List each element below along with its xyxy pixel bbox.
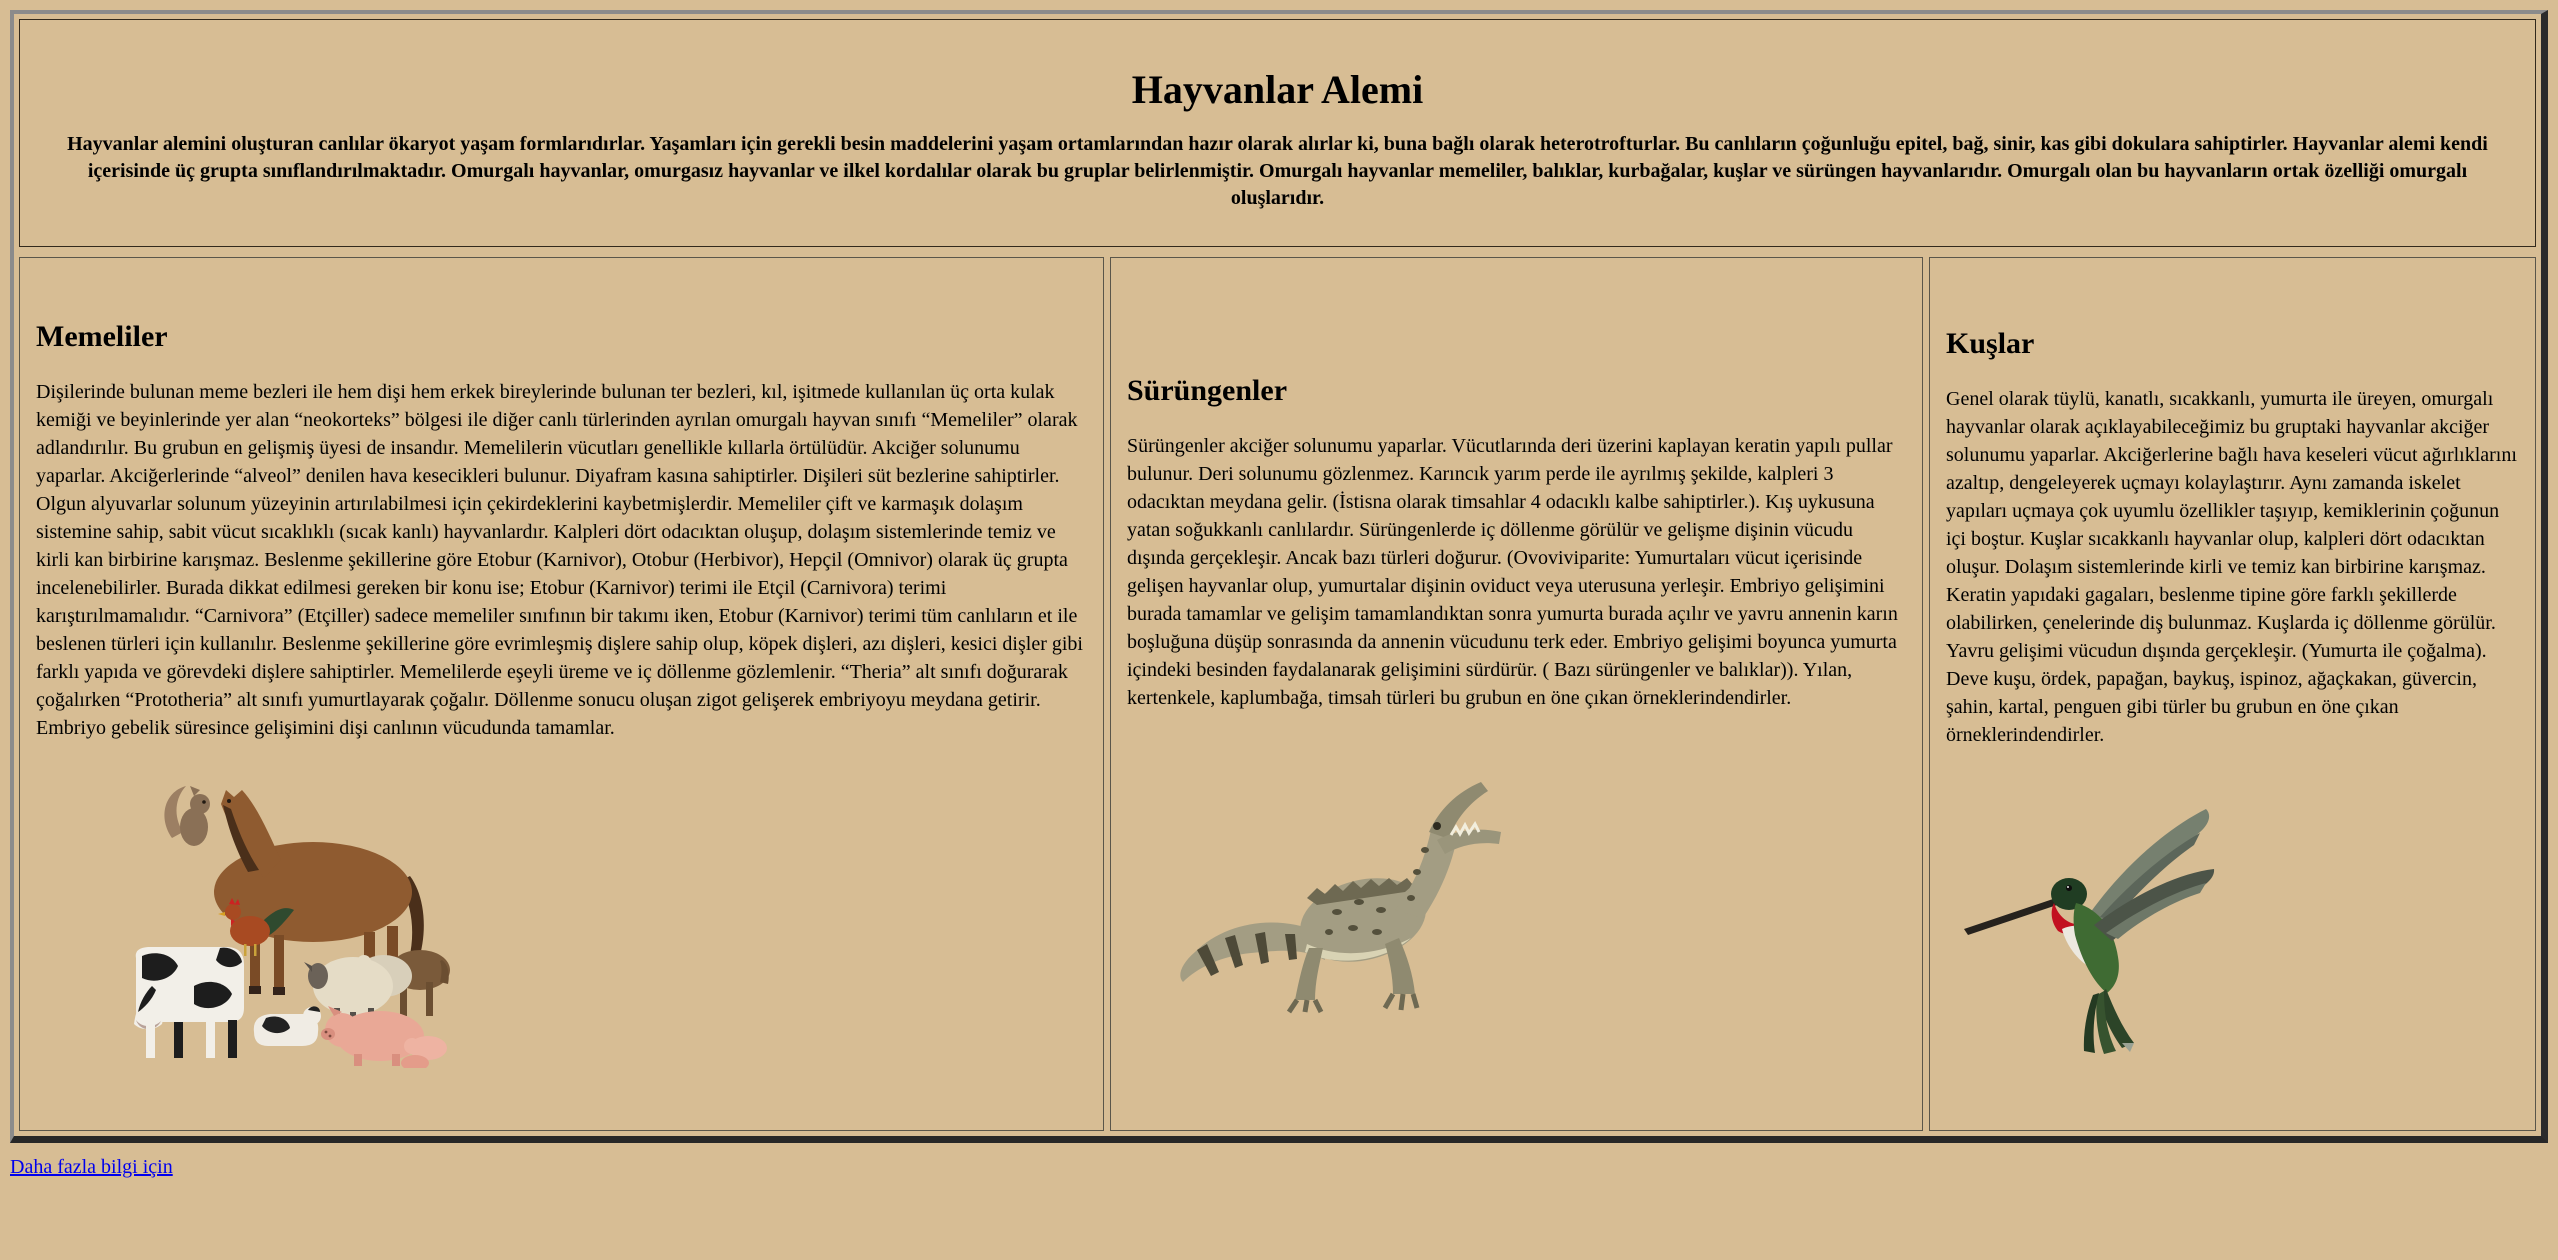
more-info-link[interactable]: Daha fazla bilgi için bbox=[10, 1156, 173, 1178]
farm-animals-image bbox=[128, 780, 450, 1068]
memeliler-heading: Memeliler bbox=[36, 320, 168, 353]
footer bbox=[10, 1156, 2548, 1179]
hummingbird-image bbox=[1956, 771, 2221, 1061]
surungenler-figure bbox=[1167, 742, 1906, 1014]
section-surungenler bbox=[1110, 257, 1923, 1131]
calf bbox=[254, 1006, 321, 1046]
hummingbird bbox=[1964, 809, 2214, 1054]
kuslar-figure bbox=[1956, 771, 2519, 1061]
page-title: Hayvanlar Alemi bbox=[1131, 67, 1424, 112]
main-panel bbox=[10, 10, 2548, 1143]
alligator bbox=[1180, 782, 1501, 1012]
surungenler-heading: Sürüngenler bbox=[1127, 374, 1288, 407]
kuslar-paragraph: Genel olarak tüylü, kanatlı, sıcakkanlı, yumurta ile üreyen, omurgalı hayvanlar olarak açıklayabileceğimiz bu gruptaki hayvanlar akciğer solunumu yaparlar. Akciğerlerine bağlı hava keseleri vücut ağırlıklarını azaltıp, dengeleyerek uçmayı kolaylaştırır. Aynı zamanda iskelet yapıları uçmaya çok uyumlu özellikler taşıyıp, kemiklerinin çoğunun içi boştur. Kuşlar sıcakkanlı hayvanlar olup, kalpleri dört odacıktan oluşur. Dolaşım sistemlerinde kirli ve temiz kan birbirine karışmaz. Keratin yapıdaki gagaları, beslenme tipine göre farklı şekillerde olabilirken, çenelerinde diş bulunmaz. Kuşlarda iç döllenme görülür. Yavru gelişimi vücudun dışında gerçekleşir. (Yumurta ile çoğalma). Deve kuşu, ördek, papağan, baykuş, ispinoz, ağaçkakan, güvercin, şahin, kartal, penguen gibi türler bu grubun en öne çıkan örneklerindendirler. bbox=[1946, 388, 2517, 746]
intro-box bbox=[19, 19, 2536, 247]
alligator-image bbox=[1167, 742, 1512, 1014]
surungenler-paragraph: Sürüngenler akciğer solunumu yaparlar. Vücutlarında deri üzerini kaplayan keratin yapılı pullar bulunur. Deri solunumu gözlenmez. Karıncık yarım perde ile ayrılmış şekilde, kalpleri 3 odacıktan meydana gelir. (İstisna olarak timsahlar 4 odacıklı kalbe sahiptirler.). Kış uykusuna yatan soğukkanlı canlılardır. Sürüngenlerde iç döllenme görülür ve gelişme dişinin vücudu dışında gerçekleşir. Ancak bazı türleri doğurur. (Ovoviviparite: Yumurtaları vücut içerisinde gelişen hayvanlar olup, yumurtalar dişinin oviduct veya uterusuna yerleşir. Embriyo gelişimini burada tamamlar ve gelişim tamamlandıktan sonra yumurta burada açılır ve yavru annenin karın boşluğuna düşüp sonrasında da annenin vücudunu terk eder. Embriyo gelişimi boyunca yumurta içindeki besinden faydalanarak gelişimini sürdürür. ( Bazı sürüngenler ve balıklar)). Yılan, kertenkele, kaplumbağa, timsah türleri bu grubun en öne çıkan örneklerindendirler. bbox=[1127, 435, 1898, 709]
cow bbox=[134, 947, 244, 1058]
section-memeliler bbox=[19, 257, 1104, 1131]
content-columns bbox=[19, 257, 2536, 1131]
intro-paragraph: Hayvanlar alemini oluşturan canlılar ökaryot yaşam formlarıdırlar. Yaşamları için gerekli besin maddelerini yaşam ortamlarından hazır olarak alırlar ki, buna bağlı olarak heterotrofturlar. Bu canlıların çoğunluğu epitel, bağ, sinir, kas gibi dokulara sahiptirler. Hayvanlar alemi kendi içerisinde üç grupta sınıflandırılmaktadır. Omurgalı hayvanlar, omurgasız hayvanlar ve ilkel kordalılar olarak bu gruplar belirlenmiştir. Omurgalı hayvanlar memeliler, balıklar, kurbağalar, kuşlar ve sürüngen hayvanlarıdır. Omurgalı olan bu hayvanların ortak özelliği omurgalı oluşlarıdır. bbox=[67, 133, 2488, 209]
kuslar-heading: Kuşlar bbox=[1946, 327, 2035, 360]
section-kuslar bbox=[1929, 257, 2536, 1131]
memeliler-figure bbox=[128, 780, 1087, 1068]
squirrel bbox=[164, 786, 210, 846]
memeliler-paragraph: Dişilerinde bulunan meme bezleri ile hem dişi hem erkek bireylerinde bulunan ter bezleri, kıl, işitmede kullanılan üç orta kulak kemiği ve beyinlerinde yer alan “neokorteks” bölgesi ile diğer canlı türlerinden ayrılan omurgalı hayvan sınıfı “Memeliler” olarak adlandırılır. Bu grubun en gelişmiş üyesi de insandır. Memelilerin vücutları genellikle kıllarla örtülüdür. Akciğer solunumu yaparlar. Akciğerlerinde “alveol” denilen hava kesecikleri bulunur. Diyafram kasına sahiptirler. Dişileri süt bezlerine sahiptirler. Olgun alyuvarlar solunum yüzeyinin artırılabilmesi için çekirdeklerini kaybetmişlerdir. Memeliler çift ve karmaşık dolaşım sistemine sahip, sabit vücut sıcaklıklı (sıcak kanlı) hayvanlardır. Kalpleri dört odacıktan oluşup, dolaşım sistemlerinde temiz ve kirli kan birbirine karışmaz. Beslenme şekillerine göre Etobur (Karnivor), Otobur (Herbivor), Hepçil (Omnivor) olarak üç grupta incelenebilirler. Burada dikkat edilmesi gereken bir konu ise; Etobur (Karnivor) terimi ile Etçil (Carnivora) terimi karıştırılmamalıdır. “Carnivora” (Etçiller) sadece memeliler sınıfının bir takımı iken, Etobur (Karnivor) terimi tüm canlıların et ile beslenen türleri için kullanılır. Beslenme şekillerine göre evrimleşmiş dişlere sahip olup, köpek dişleri, azı dişleri, kesici dişler gibi farklı yapıda ve görevdeki dişlere sahiptirler. Memelilerde eşeyli üreme ve iç döllenme gözlemlenir. “Theria” alt sınıfı doğurarak çoğalırken “Prototheria” alt sınıfı yumurtlayarak çoğalır. Döllenme sonucu oluşan zigot gelişerek embriyoyu meydana getirir. Embriyo gebelik süresince gelişimini dişi canlının vücudunda tamamlar. bbox=[36, 381, 1083, 739]
